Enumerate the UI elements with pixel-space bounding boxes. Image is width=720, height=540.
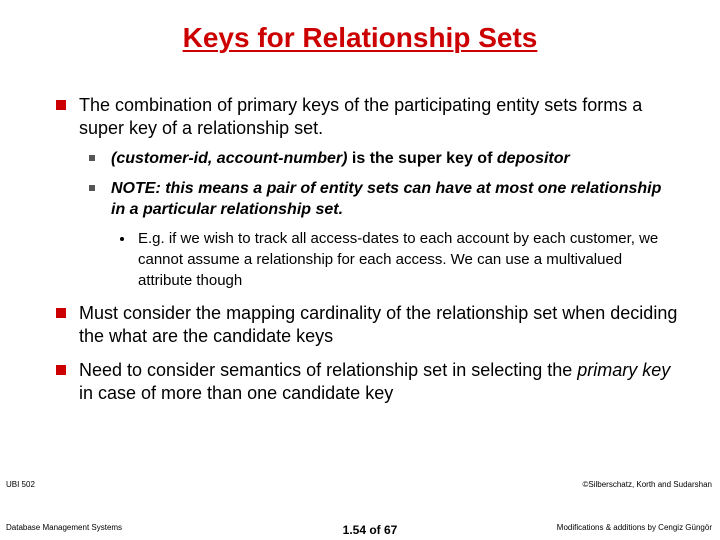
footer-credit: ©Silberschatz, Korth and Sudarshan bbox=[582, 480, 712, 489]
small-square-bullet-icon bbox=[89, 155, 95, 161]
sub-bullet-1-1-text bbox=[111, 148, 671, 169]
footer-subject: Database Management Systems bbox=[6, 523, 123, 532]
relationship-name: depositor bbox=[496, 150, 570, 167]
bullet-3-emphasis: primary key bbox=[577, 360, 671, 380]
dot-bullet-icon bbox=[120, 237, 124, 241]
square-bullet-icon bbox=[56, 308, 66, 318]
square-bullet-icon bbox=[56, 100, 66, 110]
bullet-3-text bbox=[79, 359, 679, 405]
sub-bullet-1-1-mid: is the super key of bbox=[347, 150, 497, 167]
footer-modifications: Modifications & additions by Cengiz Güngör bbox=[556, 523, 712, 532]
bullet-2-text: Must consider the mapping cardinality of the relationship set when deciding the what are the candidate keys bbox=[79, 303, 678, 346]
key-attributes: (customer-id, account-number) bbox=[111, 150, 348, 167]
slide-title: Keys for Relationship Sets bbox=[182, 22, 538, 53]
sub-sub-bullet-1-2-1-text: E.g. if we wish to track all access-dates to each account by each customer, we cannot assume a relationship for each access. We can use a multivalued attribute though bbox=[138, 230, 659, 289]
bullet-1-text: The combination of primary keys of the participating entity sets forms a super key of a relationship set. bbox=[79, 95, 643, 138]
square-bullet-icon bbox=[56, 365, 66, 375]
page-number: 1.54 of 67 bbox=[342, 523, 398, 537]
bullet-3-pre: Need to consider semantics of relationship set in selecting the bbox=[79, 360, 578, 380]
footer-course: UBI 502 bbox=[6, 480, 35, 489]
small-square-bullet-icon bbox=[89, 185, 95, 191]
sub-bullet-1-2-text: NOTE: this means a pair of entity sets can have at most one relationship in a particular relationship set. bbox=[111, 180, 662, 218]
bullet-3-post: in case of more than one candidate key bbox=[79, 383, 394, 403]
